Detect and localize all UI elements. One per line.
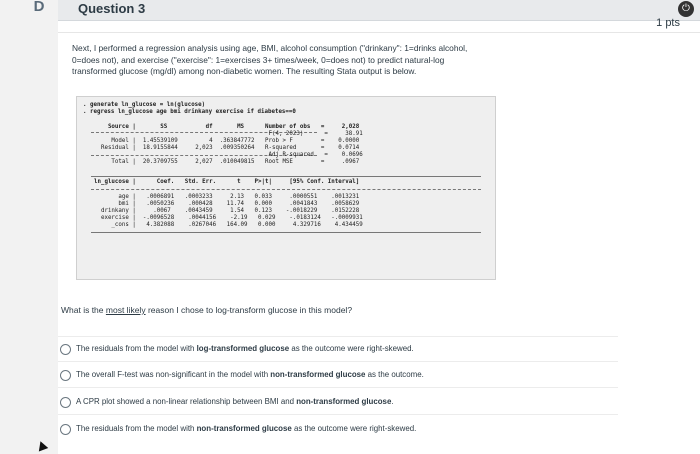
question-underlined: most likely — [105, 305, 146, 315]
option-text: The residuals from the model with non-transformed glucose as the outcome were right-skewed. — [76, 424, 417, 433]
stata-command-regress: . regress ln_glucose age bmi drinkany exercise if diabetes==0 — [83, 109, 296, 115]
question-prompt — [72, 43, 572, 78]
anova-f: F(4, 2023) = 38.91 — [87, 131, 363, 137]
answer-option-2[interactable] — [60, 369, 580, 383]
option-separator — [58, 336, 618, 337]
question-text — [61, 305, 352, 315]
anova-adj-row: Adj R-squared = 0.0696 — [87, 152, 363, 158]
radio-button[interactable] — [60, 397, 71, 408]
prompt-line-3: transformed glucose (mg/dl) among non-diabetic women. The resulting Stata output is below. — [72, 66, 417, 77]
answer-option-3[interactable] — [60, 396, 580, 410]
anova-model-row: Model | 1.45539109 4 .363847772 Prob > F = 0.0000 — [87, 138, 360, 144]
prompt-line-2: 0=does not), and exercise ("exercise": 1=exercises 3+ times/week, 0=does not) to predict natural-log — [72, 54, 445, 65]
header-divider — [58, 32, 700, 33]
question-pre: What is the — [61, 305, 106, 315]
option-separator — [58, 361, 618, 362]
points-label: 1 pts — [656, 17, 680, 29]
d-logo-icon: D — [33, 0, 45, 15]
coef-rule-mid — [91, 189, 481, 190]
coef-row-bmi: bmi | .0050236 .000428 11.74 0.000 .0041843 .0058629 — [87, 201, 360, 207]
question-post: reason I chose to log-transform glucose in this model? — [145, 305, 353, 315]
coef-row-drinkany: drinkany | .0067 .0043459 1.54 0.123 -.0018229 .0152228 — [87, 208, 360, 214]
question-header — [58, 0, 700, 21]
radio-button[interactable] — [60, 370, 71, 381]
coef-rule-bottom — [91, 232, 481, 233]
radio-button[interactable] — [60, 424, 71, 435]
power-icon[interactable]: ⏻ — [678, 1, 694, 17]
coef-header: ln_glucose | Coef. Std. Err. t P>|t| [95% Conf. Interval] — [87, 179, 360, 185]
left-strip — [0, 0, 58, 454]
answer-option-4[interactable] — [60, 423, 580, 437]
anova-total-row: Total | 20.3709755 2,027 .010049815 Root MSE = .0967 — [87, 159, 360, 165]
anova-residual-row: Residual | 18.9155844 2,023 .009350264 R-squared = 0.0714 — [87, 145, 360, 151]
stata-command-generate: . generate ln_glucose = ln(glucose) — [83, 102, 206, 108]
option-text: The overall F-test was non-significant in the model with non-transformed glucose as the outcome. — [76, 370, 424, 379]
coef-row-cons: _cons | 4.382088 .0267046 164.09 0.000 4.329716 4.434459 — [87, 222, 363, 228]
coef-rule-top — [91, 176, 481, 177]
radio-button[interactable] — [60, 344, 71, 355]
option-separator — [58, 414, 618, 415]
answer-option-1[interactable] — [60, 343, 580, 357]
question-title: Question 3 — [78, 1, 146, 16]
anova-header: Source | SS df MS Number of obs = 2,028 — [87, 124, 360, 130]
option-text: A CPR plot showed a non-linear relationship between BMI and non-transformed glucose. — [76, 397, 394, 406]
coef-row-age: age | .0006891 .0003233 2.13 0.033 .0000551 .0013231 — [87, 194, 360, 200]
option-text: The residuals from the model with log-transformed glucose as the outcome were right-skewed. — [76, 344, 414, 353]
option-separator — [58, 387, 618, 388]
stata-output — [76, 96, 496, 280]
prompt-line-1: Next, I performed a regression analysis using age, BMI, alcohol consumption ("drinkany": 1=drinks alcohol, — [72, 43, 468, 53]
coef-row-exercise: exercise | -.0096528 .0044156 -2.19 0.029 -.0183124 -.0009931 — [87, 215, 363, 221]
